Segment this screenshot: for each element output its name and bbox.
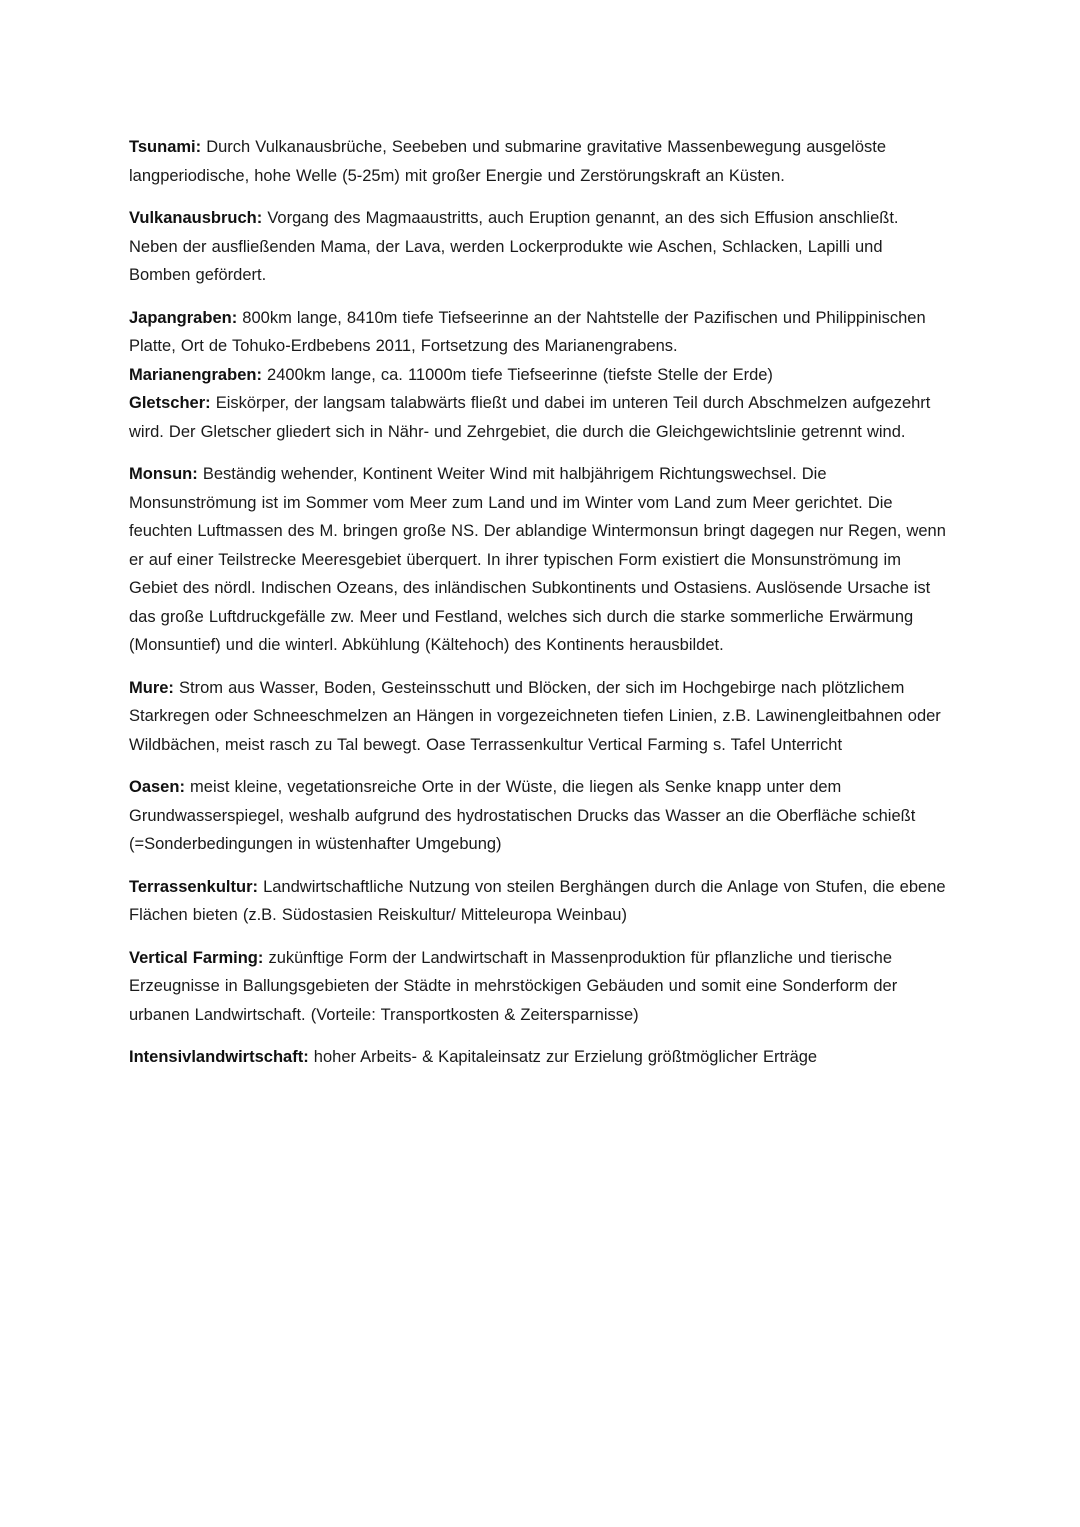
- document-body: [129, 133, 948, 1072]
- definition-text: 2400km lange, ca. 11000m tiefe Tiefseerinne (tiefste Stelle der Erde): [261, 365, 773, 384]
- term-label: Mure:: [129, 678, 174, 697]
- term-label: Vulkanausbruch:: [129, 209, 263, 227]
- definition-text: meist kleine, vegetationsreiche Orte in der Wüste, die liegen als Senke knapp unter dem Grundwasserspiegel, weshalb aufgrund des hydrostatischen Drucks das Wasser an die Oberfläche schießt (=Sonderbedingungen in wüstenhafter Umgebung): [129, 778, 916, 853]
- term-label: Vertical Farming:: [129, 948, 264, 967]
- paragraph: [129, 944, 948, 1030]
- definition-text: hoher Arbeits- & Kapitaleinsatz zur Erzielung größtmöglicher Erträge: [308, 1048, 818, 1066]
- definition-text: Eiskörper, der langsam talabwärts fließt und dabei im unteren Teil durch Abschmelzen aufgezehrt wird. Der Gletscher gliedert sich in Nähr- und Zehrgebiet, die durch die Gleichgewichtslinie getrennt wind.: [129, 394, 931, 441]
- term-label: Marianengraben:: [129, 365, 262, 384]
- term-label: Terrassenkultur:: [129, 877, 258, 896]
- paragraph: [129, 133, 948, 190]
- definition-text: Strom aus Wasser, Boden, Gesteinsschutt und Blöcken, der sich im Hochgebirge nach plötzlichem Starkregen oder Schneeschmelzen an Hängen in vorgezeichneten tiefen Linien, z.B. Lawinengleitbahnen oder Wildbächen, meist rasch zu Tal bewegt. Oase Terrassenkultur Vertical Farming s. Tafel Unterricht: [129, 678, 941, 754]
- definition-text: 800km lange, 8410m tiefe Tiefseerinne an der Nahtstelle der Pazifischen und Philippinischen Platte, Ort de Tohuko-Erdbebens 2011, Fortsetzung des Marianengrabens.: [129, 308, 926, 355]
- paragraph: [129, 1043, 948, 1072]
- definition-text: Landwirtschaftliche Nutzung von steilen Berghängen durch die Anlage von Stufen, die ebene Flächen bieten (z.B. Südostasien Reiskultur/ Mitteleuropa Weinbau): [129, 877, 946, 924]
- paragraph: [129, 204, 948, 290]
- term-label: Japangraben:: [129, 308, 238, 327]
- definition-text: Beständig wehender, Kontinent Weiter Wind mit halbjährigem Richtungswechsel. Die Monsunströmung ist im Sommer vom Meer zum Land und im Winter vom Land zum Meer gerichtet. Die feuchten Luftmassen des M. bringen große NS. Der ablandige Wintermonsun bringt dagegen nur Regen, wenn er auf einer Teilstrecke Meeresgebiet überquert. In ihrer typischen Form existiert die Monsunströmung im Gebiet des nördl. Indischen Ozeans, des inländischen Subkontinents und Ostasiens. Auslösende Ursache ist das große Luftdruckgefälle zw. Meer und Festland, welches sich durch die starke sommerliche Erwärmung (Monsuntief) und die winterl. Abkühlung (Kältehoch) des Kontinents herausbildet.: [129, 465, 946, 654]
- definition-text: zukünftige Form der Landwirtschaft in Massenproduktion für pflanzliche und tierische Erzeugnisse in Ballungsgebieten der Städte in mehrstöckigen Gebäuden und somit eine Sonderform der urbanen Landwirtschaft. (Vorteile: Transportkosten & Zeitersparnisse): [129, 948, 898, 1024]
- term-label: Tsunami:: [129, 138, 202, 156]
- definition-text: Vorgang des Magmaaustritts, auch Eruption genannt, an des sich Effusion anschließt. Neben der ausfließenden Mama, der Lava, werden Lockerprodukte wie Aschen, Schlacken, Lapilli und Bomben gefördert.: [129, 209, 899, 284]
- paragraph: [129, 674, 948, 760]
- paragraph: [129, 873, 948, 930]
- term-label: Oasen:: [129, 778, 185, 796]
- paragraph: [129, 304, 948, 447]
- term-label: Intensivlandwirtschaft:: [129, 1048, 309, 1066]
- paragraph: [129, 773, 948, 859]
- paragraph: [129, 460, 948, 660]
- term-label: Monsun:: [129, 465, 198, 483]
- term-label: Gletscher:: [129, 394, 211, 412]
- definition-text: Durch Vulkanausbrüche, Seebeben und submarine gravitative Massenbewegung ausgelöste langperiodische, hohe Welle (5-25m) mit großer Energie und Zerstörungskraft an Küsten.: [129, 138, 887, 185]
